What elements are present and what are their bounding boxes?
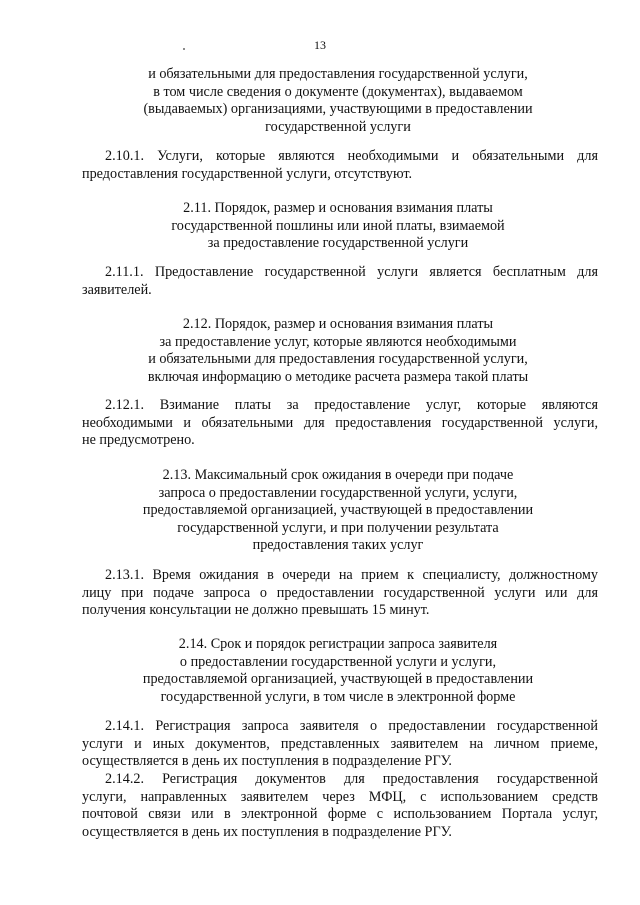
section-heading-2-11: [78, 200, 598, 253]
paragraph-line: осуществляется в день их поступления в подразделение РГУ.: [82, 823, 452, 840]
heading-line: государственной услуги: [265, 118, 411, 135]
heading-line: и обязательными для предоставления государственной услуги,: [148, 66, 528, 82]
heading-line: и обязательными для предоставления государственной услуги,: [148, 351, 528, 368]
paragraph-2-12-1: [82, 397, 598, 450]
paragraph-line: почтовой связи или в электронной форме с использованием Портала услуг,: [82, 806, 598, 823]
section-heading-2-12: [78, 316, 598, 386]
paragraph-2-11-1: [82, 264, 598, 299]
paragraph-line: 2.14.2. Регистрация документов для предоставления государственной: [105, 771, 598, 787]
paragraph-line: услуги, направленных заявителем через МФЦ, с использованием средств: [82, 788, 598, 805]
heading-line: 2.11. Порядок, размер и основания взимания платы: [183, 200, 493, 216]
paragraph-line: 2.14.1. Регистрация запроса заявителя о предоставлении государственной: [105, 718, 598, 734]
heading-line: предоставляемой организацией, участвующей в предоставлении: [142, 671, 534, 688]
paragraph-line: 2.12.1. Взимание платы за предоставление услуг, которые являются: [105, 397, 598, 413]
heading-line: государственной услуги, в том числе в электронной форме: [160, 688, 516, 705]
heading-line: о предоставлении государственной услуги и услуги,: [179, 653, 497, 670]
paragraph-line: необходимыми и обязательными для предоставления государственной услуги,: [82, 414, 598, 431]
paragraph-2-10-1: [82, 148, 598, 183]
heading-line: государственной услуги, и при получении результата: [177, 519, 499, 536]
paragraph-2-14-1: [82, 718, 598, 771]
page-number: 13: [314, 38, 326, 52]
paragraph-line: не предусмотрено.: [82, 432, 195, 449]
paragraph-line: 2.13.1. Время ожидания в очереди на прием к специалисту, должностному: [105, 567, 598, 583]
heading-line: (выдаваемых) организациями, участвующими в предоставлении: [143, 101, 533, 118]
paragraph-line: осуществляется в день их поступления в подразделение РГУ.: [82, 753, 452, 770]
heading-line: за предоставление государственной услуги: [207, 235, 469, 252]
heading-line: 2.13. Максимальный срок ожидания в очереди при подаче: [162, 467, 514, 483]
heading-line: включая информацию о методике расчета размера такой платы: [147, 368, 529, 385]
heading-line: за предоставление услуг, которые являются необходимыми: [159, 333, 517, 350]
section-heading-2-13: [78, 467, 598, 555]
paragraph-line: 2.11.1. Предоставление государственной услуги является бесплатным для: [105, 264, 598, 280]
scan-speck: [183, 48, 185, 50]
paragraph-2-13-1: [82, 567, 598, 620]
paragraph-line: получения консультации не должно превышать 15 минут.: [82, 602, 430, 619]
heading-line: 2.12. Порядок, размер и основания взимания платы: [182, 316, 494, 332]
paragraph-line: услуги и иных документов, представленных заявителем на личном приеме,: [82, 735, 598, 752]
heading-line: запроса о предоставлении государственной услуги, услуги,: [158, 484, 518, 501]
paragraph-2-14-2: [82, 771, 598, 841]
heading-line: 2.14. Срок и порядок регистрации запроса заявителя: [178, 636, 498, 652]
heading-line: государственной пошлины или иной платы, взимаемой: [171, 217, 505, 234]
paragraph-line: заявителей.: [82, 281, 152, 298]
heading-line: предоставляемой организацией, участвующей в предоставлении: [142, 502, 534, 519]
heading-line: в том числе сведения о документе (документах), выдаваемом: [153, 83, 523, 100]
paragraph-line: лицу при подаче запроса о предоставлении государственной услуги или для: [82, 584, 598, 601]
paragraph-line: 2.10.1. Услуги, которые являются необходимыми и обязательными для: [105, 148, 598, 164]
paragraph-line: предоставления государственной услуги, отсутствуют.: [82, 165, 413, 182]
section-heading-2-10-continued: [78, 66, 598, 136]
heading-line: предоставления таких услуг: [252, 537, 424, 554]
section-heading-2-14: [78, 636, 598, 706]
